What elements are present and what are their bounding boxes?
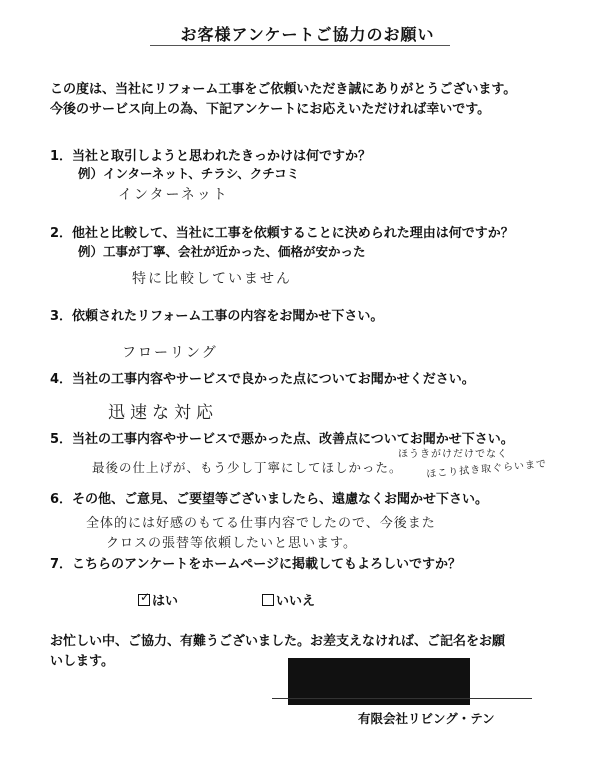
question-2-answer: 特に比較していません: [132, 271, 292, 287]
question-2: 2．他社と比較して、当社に工事を依頼することに決められた理由は何ですか？: [50, 226, 514, 241]
question-6-answer-line-2: クロスの張替等依頼したいと思います。: [106, 536, 357, 551]
option-yes-checkbox[interactable]: [138, 590, 151, 606]
question-5: 5．当社の工事内容やサービスで悪かった点、改善点についてお聞かせ下さい。: [50, 432, 514, 447]
closing-line-2: いします。: [50, 654, 114, 669]
company-name: 有限会社リビング・テン: [358, 711, 495, 726]
question-3: 3．依頼されたリフォーム工事の内容をお聞かせ下さい。: [50, 309, 384, 324]
question-6: 6．その他、ご意見、ご要望等ございましたら、遠慮なくお聞かせ下さい。: [50, 492, 489, 507]
intro-line-1: この度は、当社にリフォーム工事をご依頼いただき誠にありがとうございます。: [50, 82, 517, 97]
intro-line-2: 今後のサービス向上の為、下記アンケートにお応えいただければ幸いです。: [50, 102, 491, 117]
option-yes-label: はい: [152, 594, 179, 609]
page-title: お客様アンケートご協力のお願い: [180, 25, 435, 44]
question-2-example: 例）工事が丁寧、会社が近かった、価格が安かった: [78, 244, 366, 259]
option-no-label: いいえ: [276, 594, 316, 609]
closing-line-1: お忙しい中、ご協力、有難うございました。お差支えなければ、ご記名をお願: [50, 634, 506, 649]
question-7: 7．こちらのアンケートをホームページに掲載してもよろしいですか？: [50, 557, 462, 572]
option-yes[interactable]: [138, 590, 178, 609]
question-5-answer: 最後の仕上げが、もう少し丁寧にしてほしかった。: [92, 460, 403, 475]
question-1-example: 例）インターネット、チラシ、クチコミ: [78, 166, 300, 181]
question-4: 4．当社の工事内容やサービスで良かった点についてお聞かせください。: [50, 372, 475, 387]
question-6-answer-line-1: 全体的には好感のもてる仕事内容でしたので、今後また: [86, 516, 436, 531]
question-1-answer: インターネット: [118, 187, 229, 203]
checkmark-icon: ✓: [140, 590, 151, 604]
question-5-answer-note-top: ほうきがけだけでなく: [398, 449, 508, 460]
question-1: 1．当社と取引しようと思われたきっかけは何ですか？: [50, 149, 372, 164]
question-4-answer: 迅速な対応: [108, 403, 218, 423]
question-5-answer-note-side: ほこり拭き取ぐらいまで: [425, 458, 548, 481]
option-no-checkbox[interactable]: [262, 594, 274, 606]
title-underline: [150, 45, 450, 46]
option-no[interactable]: [262, 590, 315, 609]
signature-line: [272, 698, 532, 699]
question-3-answer: フローリング: [122, 345, 218, 361]
